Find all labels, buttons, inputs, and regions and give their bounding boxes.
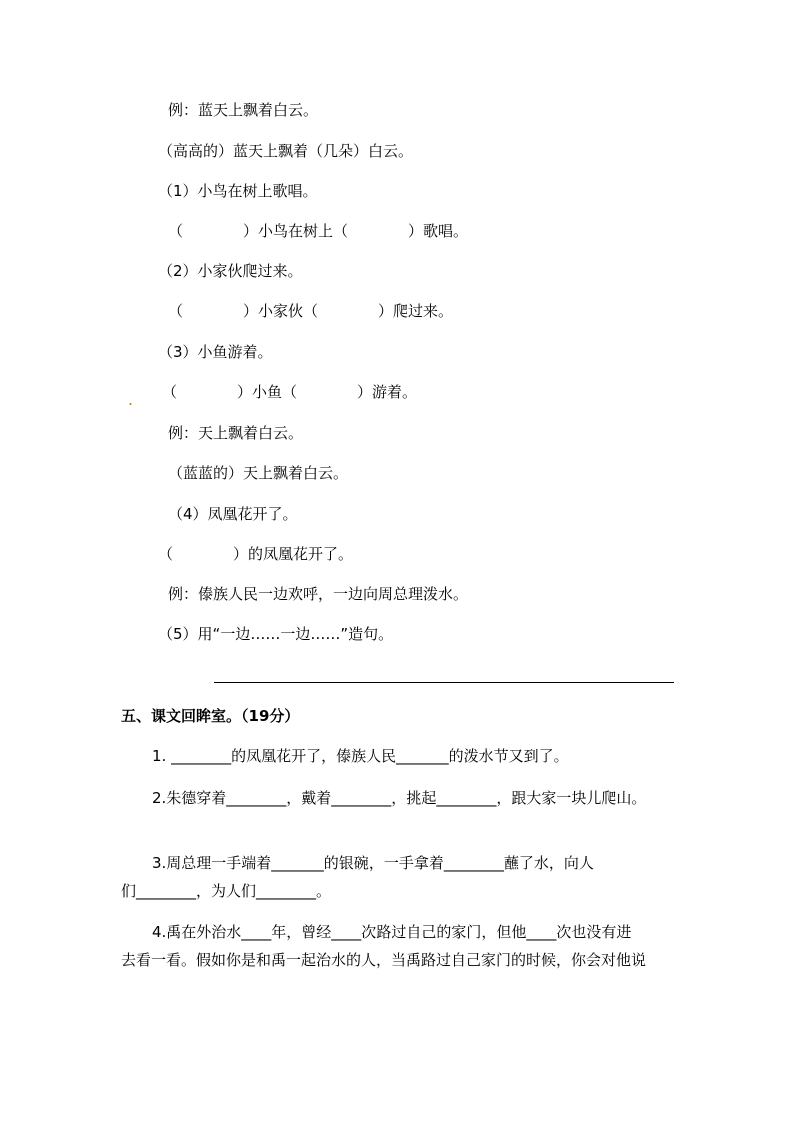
question-3-fill: （ ）小鱼（ ）游着。 <box>162 383 418 401</box>
question-1-fill: （ ）小鸟在树上（ ）歌唱。 <box>168 222 469 240</box>
example-2: 例：天上飘着白云。 <box>168 424 304 442</box>
question-5: （5）用“一边……一边……”造句。 <box>158 625 394 643</box>
section-5-question-2: 2.朱德穿着________，戴着________，挑起________，跟大家一块儿爬山。 <box>152 789 647 807</box>
question-4-fill: （ ）的凤凰花开了。 <box>158 545 354 563</box>
question-4: （4）凤凰花开了。 <box>168 505 298 523</box>
example-2-answer: （蓝蓝的）天上飘着白云。 <box>168 464 349 482</box>
section-5-question-3-line-1: 3.周总理一手端着_______的银碗，一手拿着________蘸了水，向人 <box>152 854 594 872</box>
section-5-question-4-line-1: 4.禹在外治水____年，曾经____次路过自己的家门，但他____次也没有进 <box>152 923 632 941</box>
section-5-question-4-line-2: 去看一看。假如你是和禹一起治水的人，当禹路过自己家门的时候，你会对他说 <box>121 951 647 969</box>
answer-line <box>214 682 674 683</box>
example-1: 例：蓝天上飘着白云。 <box>168 101 319 119</box>
question-1: （1）小鸟在树上歌唱。 <box>158 182 318 200</box>
example-3: 例：傣族人民一边欢呼，一边向周总理泼水。 <box>168 585 469 603</box>
question-2: （2）小家伙爬过来。 <box>158 262 303 280</box>
question-3: （3）小鱼游着。 <box>158 343 273 361</box>
section-5-title: 五、课文回眸室。（19分） <box>121 707 300 725</box>
question-2-fill: （ ）小家伙（ ）爬过来。 <box>168 302 454 320</box>
section-5-question-1: 1. ________的凤凰花开了，傣族人民_______的泼水节又到了。 <box>152 747 569 765</box>
bullet-dot-icon: . <box>128 390 134 409</box>
section-5-question-3-line-2: 们________，为人们________。 <box>121 882 332 900</box>
example-1-answer: （高高的）蓝天上飘着（几朵）白云。 <box>158 142 414 160</box>
